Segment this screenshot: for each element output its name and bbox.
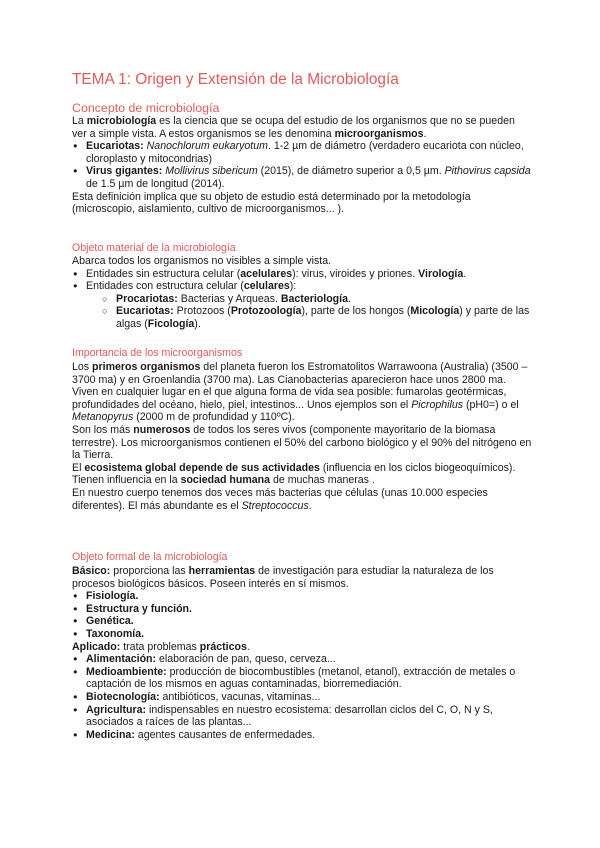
aplicado-list: [72, 653, 532, 741]
concepto-list: [72, 140, 532, 190]
basic-list: [72, 590, 532, 640]
list-item-aplicado: ● Alimentación: elaboración de pan, queso, cerveza...: [72, 653, 532, 666]
list-item-basic: ● Taxonomía.: [72, 628, 532, 641]
material-section: [72, 255, 532, 331]
importancia-section: [72, 361, 532, 512]
list-item-aplicado: ● Medioambiente: producción de biocombustibles (metanol, etanol), extracción de metales o captación de los mismos en aguas contaminadas, biorremediación.: [72, 666, 532, 691]
list-item-eucariotas: ● Eucariotas: Nanochlorum eukaryotum. 1-2 µm de diámetro (verdadero eucariota con núcleo, cloroplasto y mitocondrias): [72, 140, 532, 165]
list-item-acelulares: ● Entidades sin estructura celular (acelulares): virus, viroides y priones. Virología.: [72, 268, 532, 281]
sublist-item-procariotas: ○ Procariotas: Bacterias y Arqueas. Bacteriología.: [72, 293, 532, 306]
list-item-basic: ● Genética.: [72, 615, 532, 628]
section-heading-concepto: Concepto de microbiología: [72, 101, 220, 115]
list-item-aplicado: ● Agricultura: indispensables en nuestro ecosistema: desarrollan ciclos del C, O, N y S, asociados a raíces de las plantas...: [72, 704, 532, 729]
section-heading-importancia: Importancia de los microorganismos: [72, 347, 243, 359]
importancia-p2: Viven en cualquier lugar en el que alguna forma de vida sea posible: fumarolas geotérmicas, profundidades del océano, hielo, piel, intestinos... Unos ejemplos son el Picrophilus (pH0=) o el Metanopyrus (2000 m de profundidad y 110ºC).: [72, 386, 519, 424]
list-item-basic: ● Estructura y función.: [72, 603, 532, 616]
sublist-item-eucariotas: ○ Eucariotas: Protozoos (Protozoología), parte de los hongos (Micología) y parte de las algas (Ficología).: [72, 305, 532, 330]
concepto-intro: La microbiología es la ciencia que se ocupa del estudio de los organismos que no se pueden ver a simple vista. A estos organismos se les denomina microorganismos.: [72, 115, 515, 140]
list-item-aplicado: ● Medicina: agentes causantes de enfermedades.: [72, 729, 532, 742]
page-title: TEMA 1: Origen y Extensión de la Microbiología: [72, 71, 399, 88]
section-heading-material: Objeto material de la microbiología: [72, 242, 236, 254]
importancia-p3: Son los más numerosos de todos los seres vivos (componente mayoritario de la biomasa terrestre). Los microorganismos contienen el 50% del carbono biológico y el 90% del nitrógeno en la Tierra.: [72, 423, 532, 462]
section-heading-formal: Objeto formal de la microbiología: [72, 551, 228, 563]
list-item-celulares: ● Entidades con estructura celular (celulares): ○ Procariotas: Bacterias y Arqueas. Bacteriología. ○ Eucariotas: Protozoos (Protozoología), parte de los hongos (Micología) y parte de las algas (Ficología).: [72, 280, 532, 330]
material-intro: Abarca todos los organismos no visibles a simple vista.: [72, 255, 332, 267]
importancia-p4: El ecosistema global depende de sus actividades (influencia en los ciclos biogeoquímicos).: [72, 461, 516, 474]
importancia-p6: En nuestro cuerpo tenemos dos veces más bacterias que células (unas 10.000 especies diferentes). El más abundante es el Streptococcus.: [72, 486, 488, 512]
celulares-sublist: [86, 293, 532, 331]
concepto-section: [72, 115, 532, 216]
list-item-aplicado: ● Biotecnología: antibióticos, vacunas, vitaminas...: [72, 691, 532, 704]
importancia-p5: Tienen influencia en la sociedad humana de muchas maneras .: [72, 474, 375, 487]
list-item-basic: ● Fisiología.: [72, 590, 532, 603]
formal-basico: Básico: proporciona las herramientas de investigación para estudiar la naturaleza de los procesos biológicos básicos. Poseen interés en sí mismos.: [72, 565, 494, 590]
material-list: [72, 268, 532, 331]
formal-section: [72, 565, 532, 741]
formal-aplicado: Aplicado: trata problemas prácticos.: [72, 640, 250, 653]
importancia-p1: Los primeros organismos del planeta fueron los Estromatolitos Warrawoona (Australia) (3500 – 3700 ma) y en Groenlandia (3700 ma). Las Cianobacterias aparecieron hace unos 2800 ma.: [72, 361, 528, 386]
list-item-virus: ● Virus gigantes: Mollivirus sibericum (2015), de diámetro superior a 0,5 µm. Pithovirus capsida de 1.5 µm de longitud (2014).: [72, 165, 532, 190]
concepto-closing: Esta definición implica que su objeto de estudio está determinado por la metodología (microscopio, aislamiento, cultivo de microorganismos... ).: [72, 190, 471, 216]
